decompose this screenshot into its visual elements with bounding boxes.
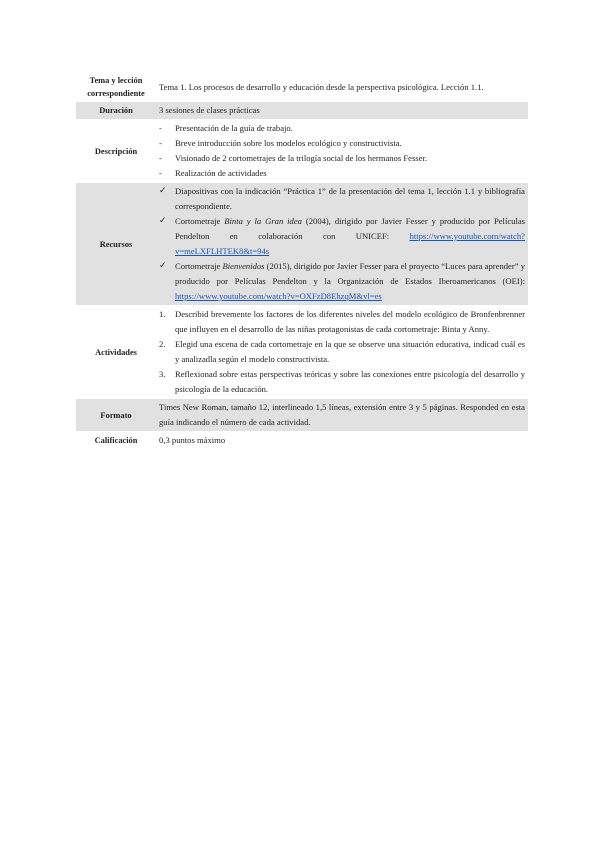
row-recursos xyxy=(76,183,528,306)
film-title: Bienvenidos xyxy=(222,261,265,271)
checkmark-icon: ✓ xyxy=(159,261,167,271)
recursos-list xyxy=(159,184,525,304)
descripcion-list xyxy=(159,121,525,181)
row-calificacion xyxy=(76,432,528,450)
descripcion-content xyxy=(156,120,528,183)
calificacion-text: 0,3 puntos máximo xyxy=(156,432,528,450)
label-recursos: Recursos xyxy=(76,183,156,306)
formato-text: Times New Roman, tamaño 12, interlineado 1,5 líneas, extensión entre 3 y 5 páginas. Responded en esta guía indicando el número de cada actividad. xyxy=(156,399,528,432)
label-calificacion: Calificación xyxy=(76,432,156,450)
dash-bullet: - xyxy=(159,153,162,163)
list-item: ✓ Diapositivas con la indicación “Práctica 1” de la presentación del tema 1, lección 1.1 y bibliografía correspondiente. xyxy=(159,186,525,211)
film-title: Binta y la Gran idea xyxy=(224,216,302,226)
row-actividades xyxy=(76,306,528,399)
row-descripcion xyxy=(76,120,528,183)
list-item: - Breve introducción sobre los modelos ecológico y constructivista. xyxy=(159,136,525,151)
dash-bullet: - xyxy=(159,168,162,178)
list-item: 1. Describid brevemente los factores de los diferentes niveles del modelo ecológico de Bronfenbrenner que influyen en el desarrollo de las niñas protagonistas de cada cortometraje: Binta y Anny. xyxy=(159,309,525,334)
list-item: - Realización de actividades xyxy=(159,166,525,181)
label-tema: Tema y lección correspondiente xyxy=(87,76,145,98)
item-number: 2. xyxy=(159,339,166,349)
row-duracion xyxy=(76,102,528,120)
row-formato xyxy=(76,399,528,432)
checkmark-icon: ✓ xyxy=(159,186,167,196)
duracion-text: 3 sesiones de clases prácticas xyxy=(156,102,528,120)
actividades-content xyxy=(156,306,528,399)
dash-bullet: - xyxy=(159,123,162,133)
row-tema xyxy=(76,73,528,102)
list-item: - Presentación de la guía de trabajo. xyxy=(159,121,525,136)
youtube-link-bienvenidos[interactable]: https://www.youtube.com/watch?v=OXFzD8EhzqM&vl=es xyxy=(175,291,382,301)
label-descripcion: Descripción xyxy=(76,120,156,183)
item-number: 1. xyxy=(159,309,166,319)
youtube-link-binta[interactable]: https://www.youtube.com/watch?v=meLXFLHTEK8&t=94s xyxy=(175,231,525,256)
label-formato: Formato xyxy=(76,399,156,432)
actividades-list xyxy=(159,307,525,397)
list-item: 2. Elegid una escena de cada cortometraje en la que se observe una situación educativa, indicad cuál es y analizadla según el modelo constructivista. xyxy=(159,339,525,364)
recursos-content xyxy=(156,183,528,306)
tema-text: Tema 1. Los procesos de desarrollo y educación desde la perspectiva psicológica. Lección 1.1. xyxy=(159,81,484,92)
list-item: - Visionado de 2 cortometrajes de la trilogía social de los hermanos Fesser. xyxy=(159,151,525,166)
checkmark-icon: ✓ xyxy=(159,216,167,226)
list-item: 3. Reflexionad sobre estas perspectivas teóricas y sobre las conexiones entre psicología del desarrollo y psicología de la educación. xyxy=(159,369,525,394)
list-item: ✓ Cortometraje Binta y la Gran idea (2004), dirigido por Javier Fesser y producido por Películas Pendelton en colaboración con UNICEF: https://www.youtube.com/watch?v=meLXFLHTEK8&t=94s xyxy=(159,216,525,256)
dash-bullet: - xyxy=(159,138,162,148)
list-item: ✓ Cortometraje Bienvenidos (2015), dirigido por Javier Fesser para el proyecto “Luces para aprender” y producido por Películas Pendelton y la Organización de Estados Iberoamericanos (OEI): https://www.youtube.com/watch?v=OXFzD8EhzqM&vl=es xyxy=(159,261,525,301)
label-duracion: Duración xyxy=(76,102,156,120)
item-number: 3. xyxy=(159,369,166,379)
label-actividades: Actividades xyxy=(76,306,156,399)
activity-guide-table xyxy=(76,73,528,449)
